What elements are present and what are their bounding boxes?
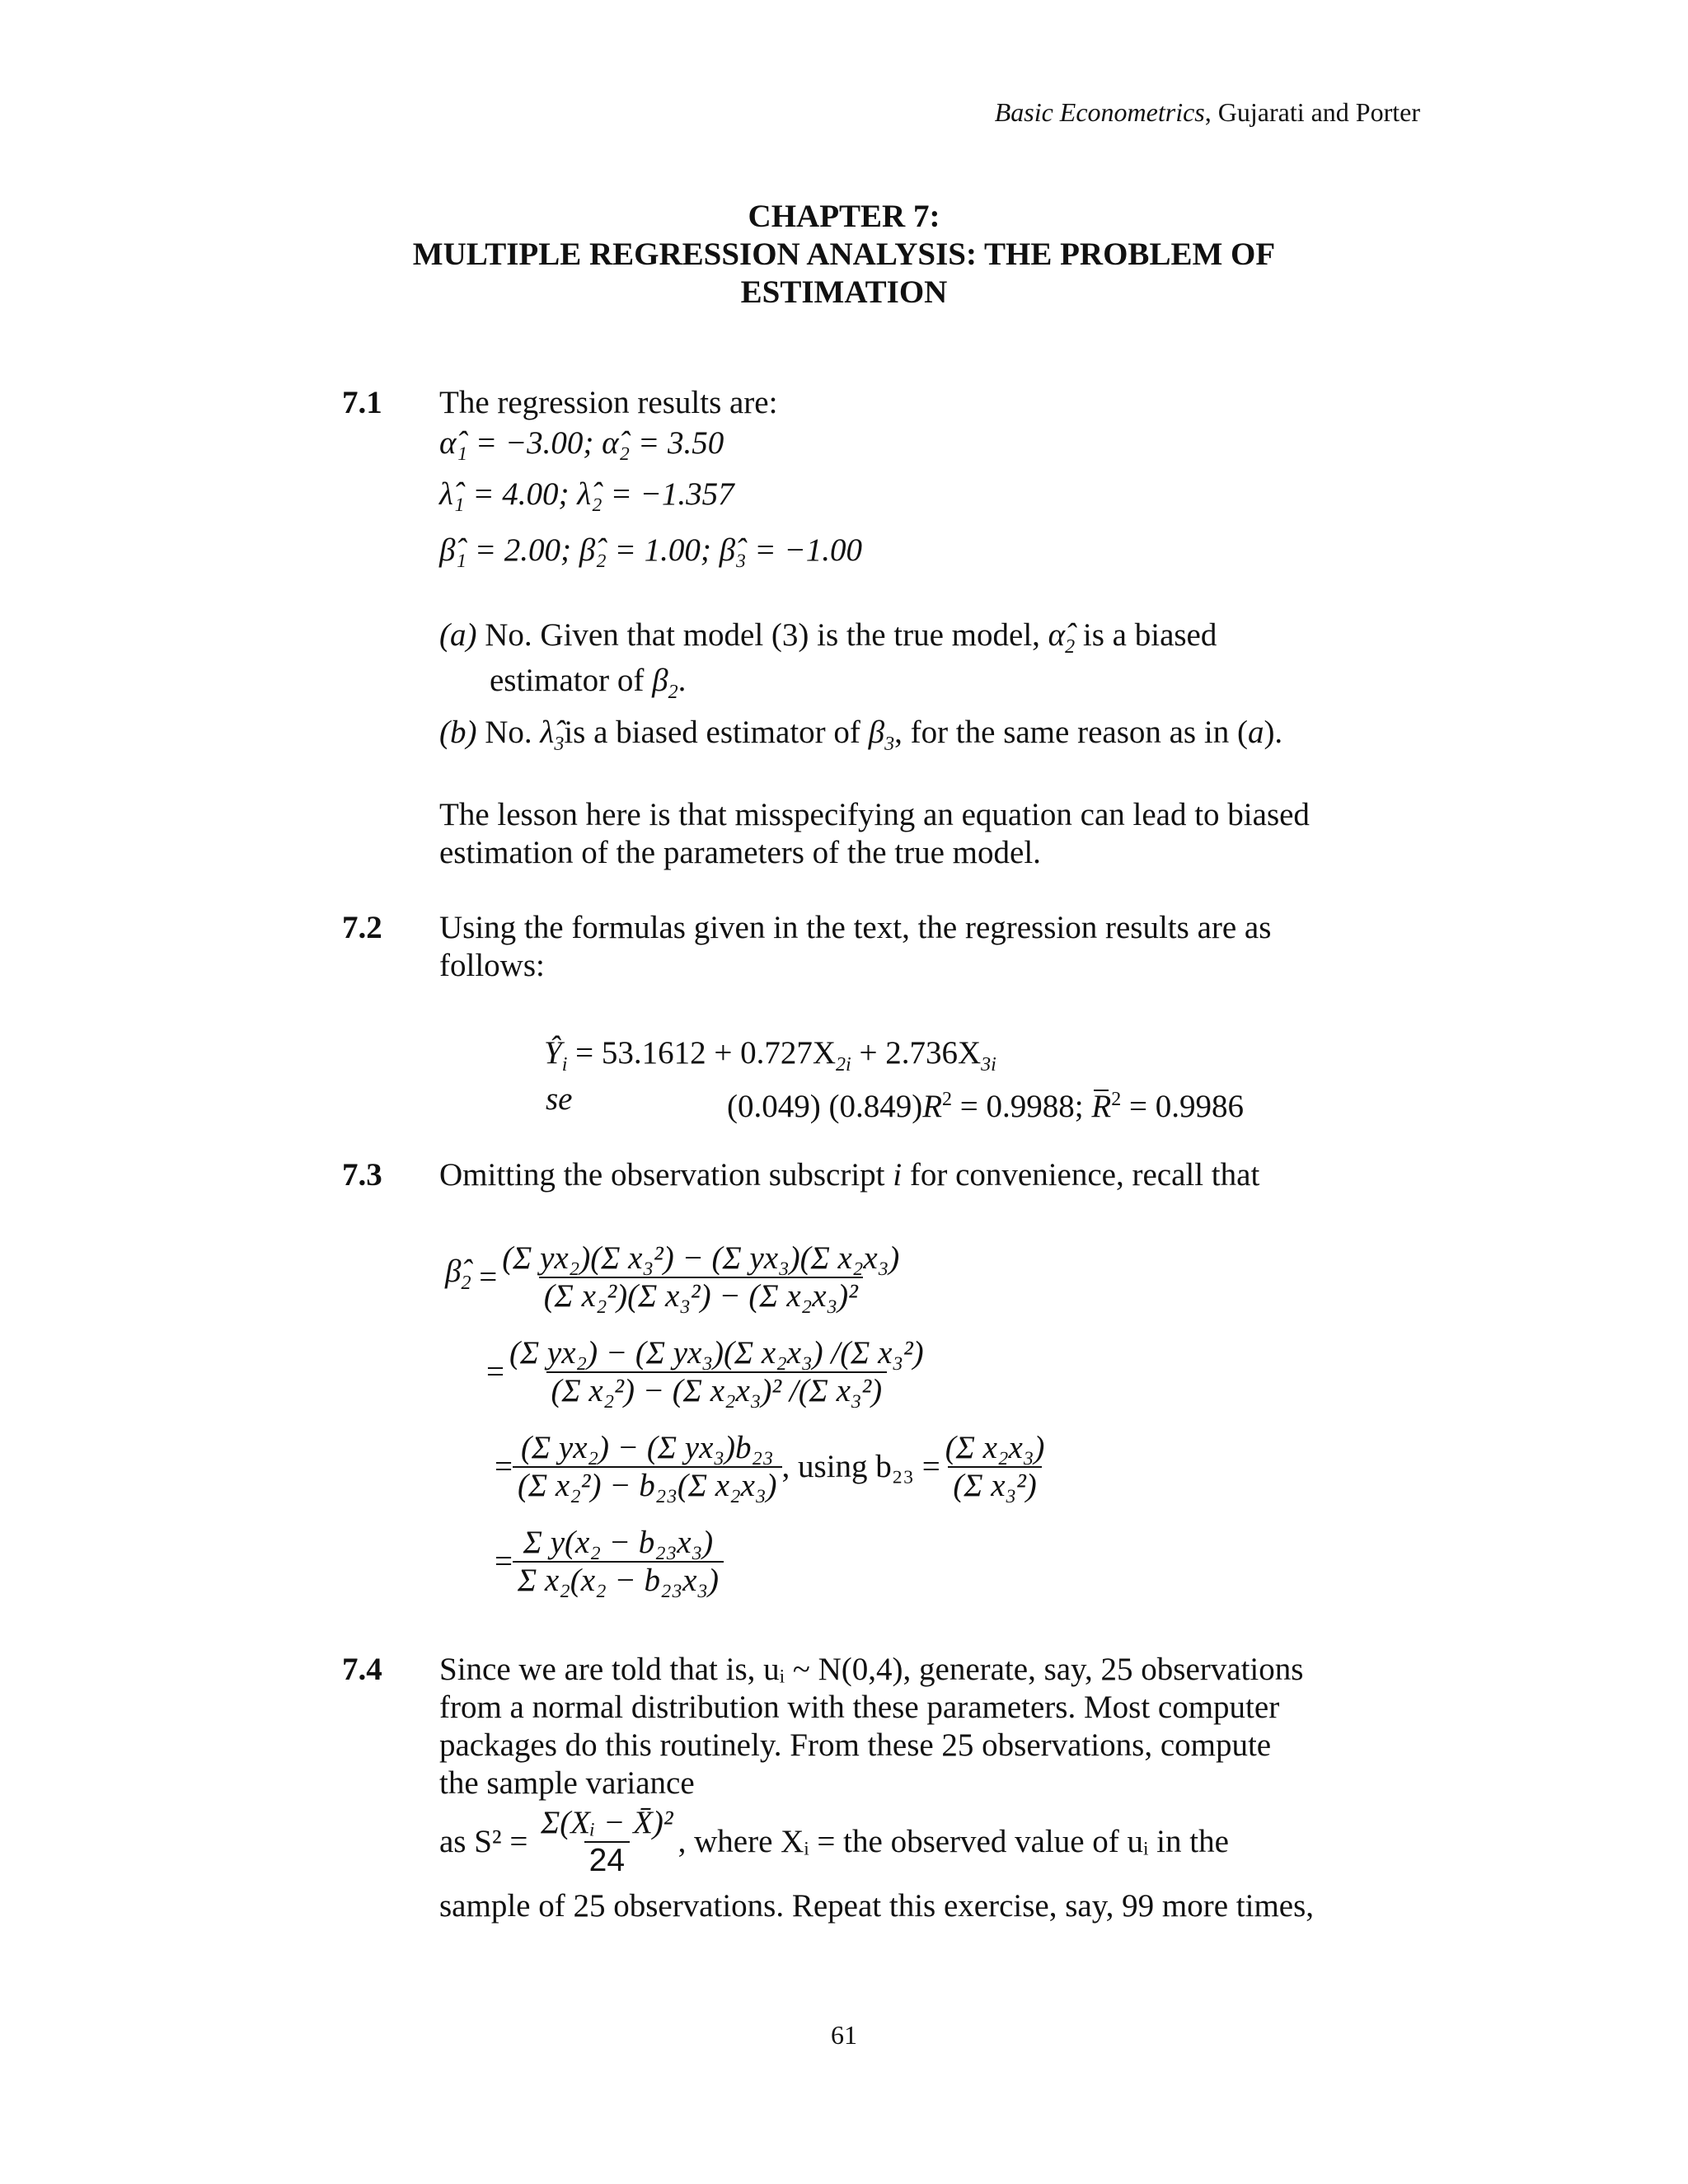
- fraction-4-denominator: Σ x₂(x₂ − b₂₃x₃): [513, 1561, 724, 1599]
- problem-number-7-2: 7.2: [342, 910, 382, 945]
- b23-fraction: [940, 1430, 1050, 1504]
- beta2-fraction-4: [513, 1525, 724, 1599]
- beta2-formula-row2: = $\frac{\text{(Σ yx₂) − (Σ yx₃)(Σ x₂x₃) /(Σ x₃²)}}{\text{(Σ x₂²) − (Σ x₂x₃)² /(Σ x₃²)}}$: [486, 1335, 929, 1409]
- book-authors: , Gujarati and Porter: [1204, 97, 1420, 127]
- problem-number-7-3: 7.3: [342, 1157, 382, 1193]
- p73-text: [439, 1156, 1259, 1194]
- y-hat-symbol: $Ŷ_i$: [544, 1035, 568, 1076]
- p74-line4: the sample variance: [439, 1765, 695, 1801]
- chapter-title-line1: MULTIPLE REGRESSION ANALYSIS: THE PROBLEM OF: [412, 237, 1276, 272]
- part-b-label: (b): [439, 715, 477, 750]
- using-b23-text: , using b₂₃ =: [781, 1449, 940, 1484]
- part-a-label: (a): [439, 617, 477, 653]
- p71-part-b: [439, 714, 1282, 763]
- alpha-estimates: α̂₁ = −3.00; α̂₂ = 3.50: [439, 425, 724, 461]
- where-clause: , where Xᵢ = the observed value of uᵢ in the: [678, 1824, 1229, 1859]
- p71-intro: The regression results are:: [439, 385, 778, 420]
- se-and-r2-line: (0.049) $(0.849)R^2 = 0.9988$; $R^2 = 0.9986$: [727, 1089, 1244, 1124]
- adjusted-r-squared-value: = 0.9986: [1121, 1089, 1244, 1124]
- part-a-text-cont: is a biased: [1082, 617, 1217, 653]
- fraction-1-denominator: (Σ x₂²)(Σ x₃²) − (Σ x₂x₃)²: [539, 1277, 863, 1315]
- beta2-hat-symbol: $\betâ_2$: [445, 1254, 471, 1294]
- book-title: Basic Econometrics: [994, 97, 1205, 127]
- lesson-line1: The lesson here is that misspecifying an equation can lead to biased: [439, 797, 1310, 832]
- regression-equation: $Ŷ_i = 53.1612 + 0.727X_{2i} + 2.736X_{3i}$: [544, 1035, 996, 1076]
- b23-denominator: (Σ x₃²): [948, 1466, 1041, 1504]
- s-squared-label: as S² =: [439, 1824, 528, 1859]
- lambda-estimates: λ̂₁ = 4.00; λ̂₂ = −1.357: [439, 476, 734, 512]
- p74-line1: Since we are told that is, uᵢ ~ N(0,4), generate, say, 25 observations: [439, 1652, 1304, 1687]
- fraction-3-numerator: (Σ yx₂) − (Σ yx₃)b₂₃: [520, 1430, 774, 1465]
- fraction-1-numerator: (Σ yx₂)(Σ x₃²) − (Σ yx₃)(Σ x₂x₃): [502, 1240, 900, 1276]
- p71-part-a: [439, 616, 1217, 666]
- p73-text-b: for convenience, recall that: [902, 1157, 1260, 1193]
- standard-errors: (0.049) (0.849): [727, 1089, 923, 1124]
- chapter-title-line2: ESTIMATION: [740, 274, 948, 310]
- sample-variance-formula: [439, 1805, 1229, 1879]
- variance-fraction: [536, 1805, 678, 1879]
- beta3-symbol: $\beta_3$: [868, 715, 895, 755]
- beta2-fraction-1: [497, 1240, 904, 1315]
- variance-denominator: 24: [584, 1841, 630, 1879]
- p73-text-i: i: [893, 1157, 903, 1193]
- part-a-text-estimator: estimator of: [490, 663, 645, 698]
- regression-equation-part1: = 53.1612 + 0.727X: [575, 1035, 837, 1071]
- part-a-text: No. Given that model (3) is the true model,: [485, 617, 1040, 653]
- beta2-fraction-3: [513, 1430, 782, 1504]
- p72-text2: follows:: [439, 948, 545, 983]
- p74-line3: packages do this routinely. From these 25 observations, compute: [439, 1727, 1272, 1763]
- alpha2-hat-symbol: $\alphâ_2$: [1048, 617, 1076, 658]
- beta2-formula-row4: = $\frac{\text{Σ y(x₂ − b₂₃x₃)}}{\text{Σ x₂(x₂ − b₂₃x₃)}}$: [495, 1525, 724, 1599]
- variance-numerator: Σ(Xᵢ − X̄)²: [541, 1805, 673, 1840]
- lesson-line2: estimation of the parameters of the true model.: [439, 835, 1041, 870]
- running-header: [995, 97, 1420, 128]
- part-b-end: ).: [1264, 715, 1283, 750]
- r-squared-value: = 0.9988;: [952, 1089, 1084, 1124]
- fraction-2-numerator: (Σ yx₂) − (Σ yx₃)(Σ x₂x₃) /(Σ x₃²): [509, 1335, 924, 1371]
- fraction-2-denominator: (Σ x₂²) − (Σ x₂x₃)² /(Σ x₃²): [546, 1371, 888, 1409]
- fraction-4-numerator: Σ y(x₂ − b₂₃x₃): [523, 1525, 714, 1560]
- beta2-fraction-2: [504, 1335, 929, 1409]
- se-label: se: [546, 1081, 573, 1117]
- p74-line2: from a normal distribution with these parameters. Most computer: [439, 1690, 1280, 1725]
- page-number: 61: [831, 2020, 857, 2050]
- p74-line6: sample of 25 observations. Repeat this exercise, say, 99 more times,: [439, 1888, 1315, 1924]
- beta2-symbol: $\beta_2$: [652, 663, 678, 703]
- p73-text-a: Omitting the observation subscript: [439, 1157, 893, 1193]
- problem-number-7-1: 7.1: [342, 385, 382, 420]
- p71-part-a-line2: estimator of $\beta_2$.: [490, 663, 687, 703]
- beta-estimates: β̂₁ = 2.00; β̂₂ = 1.00; β̂₃ = −1.00: [439, 532, 862, 568]
- beta2-formula-row1: $\betâ_2$ = $\frac{\text{(Σ yx₂)(Σ x₃²) − (Σ yx₃)(Σ x₂x₃)}}{\text{(Σ x₂²)(Σ x₃²) − (Σ x₂x₃)²}}$: [445, 1240, 904, 1315]
- lambda3-hat-symbol: $\lambdâ_3$: [540, 715, 565, 755]
- problem-number-7-4: 7.4: [342, 1652, 382, 1687]
- chapter-number: CHAPTER 7:: [748, 199, 940, 234]
- part-b-text: is a biased estimator of: [564, 715, 860, 750]
- part-b-ref: a: [1247, 715, 1264, 750]
- fraction-3-denominator: (Σ x₂²) − b₂₃(Σ x₂x₃): [513, 1466, 782, 1504]
- b23-numerator: (Σ x₂x₃): [945, 1430, 1045, 1465]
- part-b-text-cont: , for the same reason as in (: [894, 715, 1248, 750]
- p72-text1: Using the formulas given in the text, the regression results are as: [439, 910, 1272, 945]
- regression-equation-part2: + 2.736X: [851, 1035, 982, 1071]
- part-b-no: No.: [485, 715, 532, 750]
- beta2-formula-row3: = $\frac{\text{(Σ yx₂) − (Σ yx₃)b₂₃}}{\text{(Σ x₂²) − b₂₃(Σ x₂x₃)}}$ , using b₂₃ = $\frac{\text{(Σ x₂x₃)}}{\text{(Σ x₃²)}}$: [495, 1430, 1049, 1504]
